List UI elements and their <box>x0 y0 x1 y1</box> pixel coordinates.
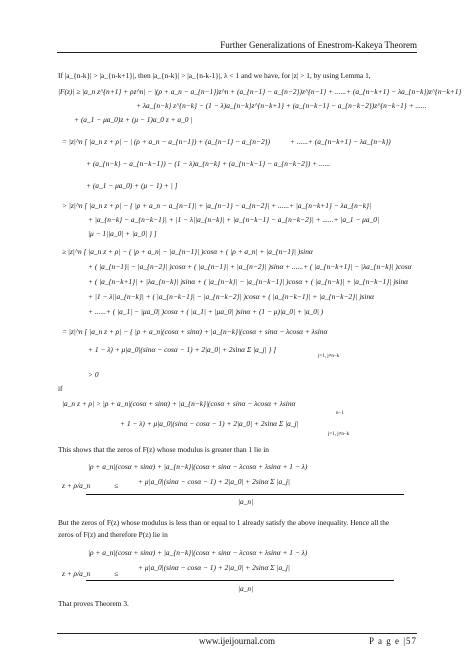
equation-line: |μ − 1||a_0| + |a_0| } ] <box>88 229 157 238</box>
equation-line: + (a_1 − μa_0)z + (μ − 1)a_0 z + a_0 | <box>74 115 193 124</box>
equation-line: + ( |a_{n−k+1}| + |λa_{n−k}| )sinα + ( |a_{n−k}| − |a_{n−k−1}| )cosα + ( |a_{n−k}| + |a_{n−k−1}| )sinα <box>88 277 409 286</box>
equation-line: + λa_{n−k} z^{n−k} − (1 − λ)a_{n−k}z^{n−k+1} + (a_{n−k−1} − a_{n−k−2})z^{n−k−1} + ...... <box>136 101 427 110</box>
equation-line: |F(z)| ≥ |a_n z^{n+1} + ρz^n| − |(ρ + a_n − a_{n−1})z^n + (a_{n−1} − a_{n−2})z^{n−1} + ......+ (a_{n−k+1} − λa_{n−k})z^{n−k+1} <box>58 87 462 96</box>
text-line: That proves Theorem 3. <box>58 599 129 608</box>
equation-denominator: |a_n| <box>238 584 254 593</box>
text-line: If |a_{n-k}| > |a_{n-k+1}|, then |a_{n-k}| > |a_{n-k-1}|, λ < 1 and we have, for |z| > 1, by using Lemma 1, <box>58 71 371 80</box>
fraction-bar <box>86 580 394 581</box>
equation-line: + |a_{n−k} − a_{n−k−1}| + |1 − λ||a_{n−k}| + |a_{n−k−1} − a_{n−k−2}| + ......+ |a_1 − μa_0| <box>88 215 379 224</box>
equation-line: |ρ + a_n|(cosα + sinα) + |a_{n−k}|(cosα + sinα − λcosα + λsinα + 1 − λ) <box>88 462 308 471</box>
equation-line: + (a_{n−k} − a_{n−k−1}) − (1 − λ)a_{n−k} + (a_{n−k−1} − a_{n−k−2}) + ...... <box>86 159 331 168</box>
equation-line: + (a_1 − μa_0) + (μ − 1) + | ] <box>86 181 178 190</box>
text-line: But the zeros of F(z) whose modulus is less than or equal to 1 already satisfy the above inequality. Hence all the <box>58 518 390 527</box>
sum-limits: j=1, j≠n−k <box>318 354 340 359</box>
equation-line: + 1 − λ) + μ|a_0|(sinα − cosα − 1) + 2|a_0| + 2sinα Σ |a_j| <box>120 419 299 428</box>
equation-line: |ρ + a_n|(cosα + sinα) + |a_{n−k}|(cosα + sinα − λcosα + λsinα + 1 − λ) <box>88 548 308 557</box>
text-line: zeros of F(z) and therefore P(z) lie in <box>58 530 168 539</box>
fraction-bar <box>86 494 404 495</box>
equation-lhs: z + ρ/a_n <box>62 569 91 578</box>
equation-line: |a_n z + ρ| > |ρ + a_n|(cosα + sinα) + |a_{n−k}|(cosα + sinα − λcosα + λsinα <box>62 399 296 408</box>
equation-line: + μ|a_0|(sinα − cosα − 1) + 2|a_0| + 2sinα Σ |a_j| <box>138 563 290 572</box>
page-footer <box>57 633 417 648</box>
equation-line: + |1 − λ||a_{n−k}| + ( |a_{n−k−1}| − |a_{n−k−2}| )cosα + ( |a_{n−k−1}| + |a_{n−k−2}| )sinα <box>88 292 375 301</box>
header-title: Further Generalizations of Enestrom-Kakeya Theorem <box>220 40 417 50</box>
equation-line: = |z|^n [ |a_n z + ρ| − | (ρ + a_n − a_{n−1}) + (a_{n−1} − a_{n−2}) <box>62 137 271 146</box>
equation-denominator: |a_n| <box>238 497 254 506</box>
equation-lhs: z + ρ/a_n <box>62 481 91 490</box>
leq-sign: ≤ <box>114 481 119 490</box>
equation-line: + 1 − λ) + μ|a_0|(sinα − cosα − 1) + 2|a_0| + 2sinα Σ |a_j| } ] <box>88 345 277 354</box>
page-number: P a g e |57 <box>369 636 417 646</box>
equation-line: + ......+ (a_{n−k+1} − λa_{n−k}) <box>290 137 391 146</box>
equation-line: ≥ |z|^n [ |a_n z + ρ| − ( |ρ + a_n| − |a_{n−1}| )cosα + ( |ρ + a_n| + |a_{n−1}| )sinα <box>62 247 313 256</box>
sum-limits: n−1 <box>336 411 344 416</box>
equation-line: + ( |a_{n−1}| − |a_{n−2}| )cosα + ( |a_{n−1}| + |a_{n−2}| )sinα + ......+ ( |a_{n−k+1}| − |λa_{n−k}| )cosα <box>88 262 412 271</box>
sum-limits: j=1, j≠n−k <box>328 432 350 437</box>
equation-line: + μ|a_0|(sinα − cosα − 1) + 2|a_0| + 2sinα Σ |a_j| <box>138 477 290 486</box>
equation-line: + ......+ ( |a_1| − |μa_0| )cosα + ( |a_1| + |μa_0| )sinα + (1 − μ)|a_0| + |a_0| ) <box>88 307 324 316</box>
text-line: if <box>58 384 63 393</box>
text-line: This shows that the zeros of F(z) whose modulus is greater than 1 lie in <box>58 445 270 454</box>
equation-line: = |z|^n [ |a_n z + ρ| − { |ρ + a_n|(cosα + sinα) + |a_{n−k}|(cosα + sinα − λcosα + λsinα <box>62 327 328 336</box>
running-header <box>57 38 417 53</box>
equation-line: > 0 <box>88 370 99 379</box>
equation-line: > |z|^n [ |a_n z + ρ| − { |ρ + a_n − a_{n−1}| + |a_{n−1} − a_{n−2}| + ......+ |a_{n−k+1} − λa_{n−k}| <box>62 201 372 210</box>
journal-url[interactable]: www.ijeijournal.com <box>199 636 275 646</box>
leq-sign: ≤ <box>114 569 119 578</box>
